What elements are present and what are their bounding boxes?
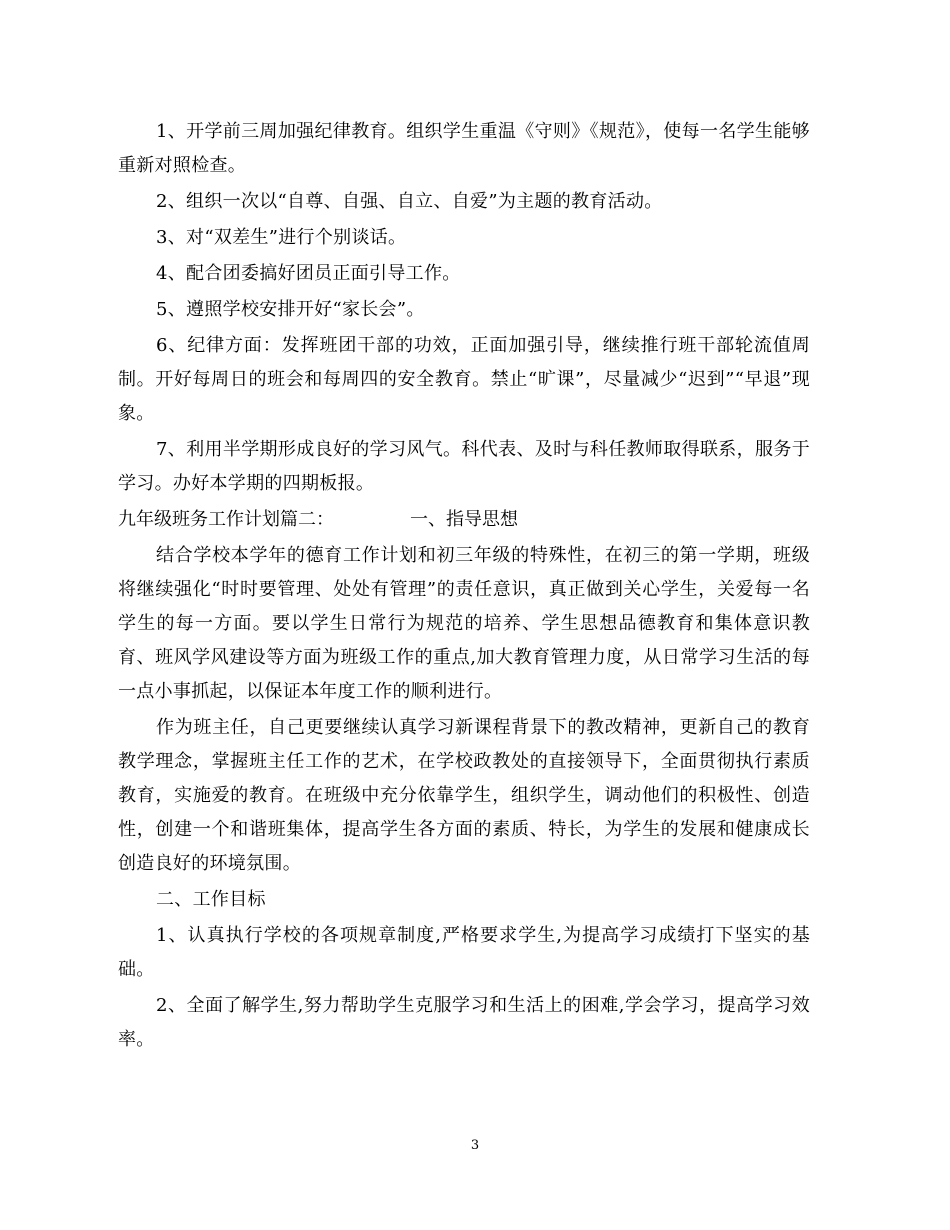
paragraph: 2、全面了解学生,努力帮助学生克服学习和生活上的困难,学会学习，提高学习效率。 bbox=[118, 995, 810, 1050]
subheading: 二、工作目标 bbox=[156, 889, 266, 910]
document-body bbox=[118, 115, 810, 1059]
paragraph: 5、遵照学校安排开好“家长会”。 bbox=[156, 299, 425, 320]
paragraph: 2、组织一次以“自尊、自强、自立、自爱”为主题的教育活动。 bbox=[156, 191, 663, 212]
paragraph: 1、认真执行学校的各项规章制度,严格要求学生,为提高学习成绩打下坚实的基础。 bbox=[118, 925, 810, 980]
paragraph: 6、纪律方面：发挥班团干部的功效，正面加强引导，继续推行班干部轮流值周制。开好每周日的班会和每周四的安全教育。禁止“旷课”，尽量减少“迟到”“早退”现象。 bbox=[118, 335, 810, 424]
section-heading bbox=[118, 503, 810, 537]
paragraph: 作为班主任，自己更要继续认真学习新课程背景下的教改精神，更新自己的教育教学理念，掌握班主任工作的艺术，在学校政教处的直接领导下，全面贯彻执行素质教育，实施爱的教育。在班级中充分依靠学生，组织学生，调动他们的积极性、创造性，创建一个和谐班集体，提高学生各方面的素质、特长，为学生的发展和健康成长创造良好的环境氛围。 bbox=[118, 717, 810, 874]
page-number: 3 bbox=[470, 1138, 480, 1153]
section-subtitle: 一、指导思想 bbox=[410, 509, 518, 530]
paragraph: 3、对“双差生”进行个别谈话。 bbox=[156, 227, 407, 248]
paragraph: 结合学校本学年的德育工作计划和初三年级的特殊性，在初三的第一学期，班级将继续强化“时时要管理、处处有管理”的责任意识，真正做到关心学生，关爱每一名学生的每一方面。要以学生日常行为规范的培养、学生思想品德教育和集体意识教育、班风学风建设等方面为班级工作的重点,加大教育管理力度，从日常学习生活的每一点小事抓起，以保证本年度工作的顺利进行。 bbox=[118, 545, 810, 702]
paragraph: 1、开学前三周加强纪律教育。组织学生重温《守则》《规范》，使每一名学生能够重新对照检查。 bbox=[118, 121, 810, 176]
paragraph: 7、利用半学期形成良好的学习风气。科代表、及时与科任教师取得联系，服务于学习。办好本学期的四期板报。 bbox=[118, 439, 810, 494]
section-title: 九年级班务工作计划篇二： bbox=[118, 509, 334, 530]
paragraph: 4、配合团委搞好团员正面引导工作。 bbox=[156, 263, 461, 284]
